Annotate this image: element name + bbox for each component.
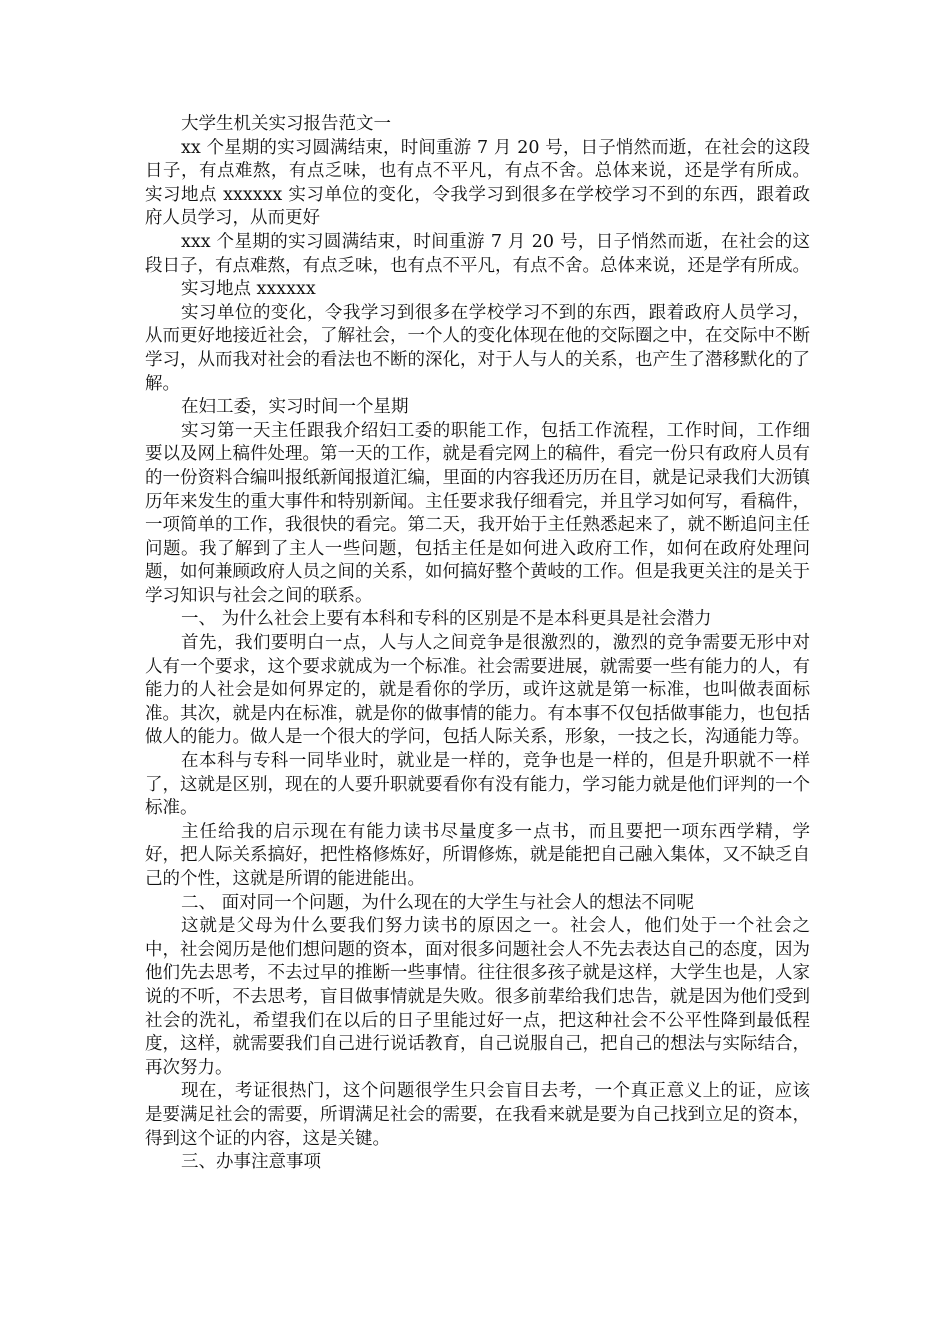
paragraph-graduation: 在本科与专科一同毕业时，就业是一样的，竞争也是一样的，但是升职就不一样了，这就是区别，现在的人要升职就要看你有没有能力，学习能力就是他们评判的一个标准。	[145, 751, 810, 819]
section-heading-1: 一、 为什么社会上要有本科和专科的区别是不是本科更具是社会潜力	[181, 609, 712, 630]
paragraph-advice: 主任给我的启示现在有能力读书尽量度多一点书，而且要把一项东西学精，学好，把人际关系搞好，把性格修炼好，所谓修炼，就是能把自己融入集体，又不缺乏自己的个性，这就是所谓的能进能出。	[145, 821, 810, 889]
paragraph-first-day: 实习第一天主任跟我介绍妇工委的职能工作，包括工作流程，工作时间，工作细要以及网上稿件处理。第一天的工作，就是看完网上的稿件，看完一份只有政府人员有的一份资料合编叫报纸新闻报道汇编，里面的内容我还历历在目，就是记录我们大沥镇历年来发生的重大事件和特别新闻。主任要求我仔细看完，并且学习如何写，看稿件，一项简单的工作，我很快的看完。第二天，我开始于主任熟悉起来了，就不断追问主任问题。我了解到了主人一些问题，包括主任是如何进入政府工作，如何在政府处理问题，如何兼顾政府人员之间的关系，如何搞好整个黄岐的工作。但是我更关注的是关于学习知识与社会之间的联系。	[145, 420, 810, 606]
document-page	[145, 113, 810, 1175]
paragraph-intro-2: xxx 个星期的实习圆满结束，时间重游 7 月 20 号，日子悄然而逝，在社会的这段日子，有点难熬，有点乏味，也有点不平凡，有点不舍。总体来说，还是学有所成。	[145, 231, 810, 276]
section-heading-2: 二、 面对同一个问题，为什么现在的大学生与社会人的想法不同呢	[181, 892, 695, 913]
paragraph-unit-change: 实习单位的变化，令我学习到很多在学校学习不到的东西，跟着政府人员学习，从而更好地接近社会，了解社会，一个人的变化体现在他的交际圈之中，在交际中不断学习，从而我对社会的看法也不断的深化，对于人与人的关系，也产生了潜移默化的了解。	[145, 302, 810, 394]
paragraph-certificates: 现在，考证很热门，这个问题很学生只会盲目去考，一个真正意义上的证，应该是要满足社会的需要，所谓满足社会的需要，在我看来就是要为自己找到立足的资本，得到这个证的内容，这是关键。	[145, 1081, 810, 1149]
paragraph-standards: 首先，我们要明白一点，人与人之间竞争是很激烈的，激烈的竞争需要无形中对人有一个要求，这个要求就成为一个标准。社会需要进展，就需要一些有能力的人，有能力的人社会是如何界定的，就是看你的学历，或许这就是第一标准，也叫做表面标准。其次，就是内在标准，就是你的做事情的能力。有本事不仅包括做事能力，也包括做人的能力。做人是一个很大的学问，包括人际关系，形象，一技之长，沟通能力等。	[145, 633, 810, 748]
paragraph-womens-committee: 在妇工委，实习时间一个星期	[181, 397, 409, 418]
paragraph-parents: 这就是父母为什么要我们努力读书的原因之一。社会人，他们处于一个社会之中，社会阅历是他们想问题的资本，面对很多问题社会人不先去表达自己的态度，因为他们先去思考，不去过早的推断一些事情。往往很多孩子就是这样，大学生也是，人家说的不听，不去思考，盲目做事情就是失败。很多前辈给我们忠告，就是因为他们受到社会的洗礼，希望我们在以后的日子里能过好一点，把这种社会不公平性降到最低程度，这样，就需要我们自己进行说话教育，自己说服自己，把自己的想法与实际结合，再次努力。	[145, 916, 810, 1078]
section-heading-3: 三、办事注意事项	[181, 1152, 321, 1173]
paragraph-location: 实习地点 xxxxxx	[181, 279, 316, 300]
document-title: 大学生机关实习报告范文一	[181, 114, 391, 134]
paragraph-intro-1: xx 个星期的实习圆满结束，时间重游 7 月 20 号，日子悄然而逝，在社会的这段日子，有点难熬，有点乏味，也有点不平凡，有点不舍。总体来说，还是学有所成。 实习地点 xxxxxx 实习单位的变化，令我学习到很多在学校学习不到的东西，跟着政府人员学习，从而更好	[145, 137, 810, 229]
